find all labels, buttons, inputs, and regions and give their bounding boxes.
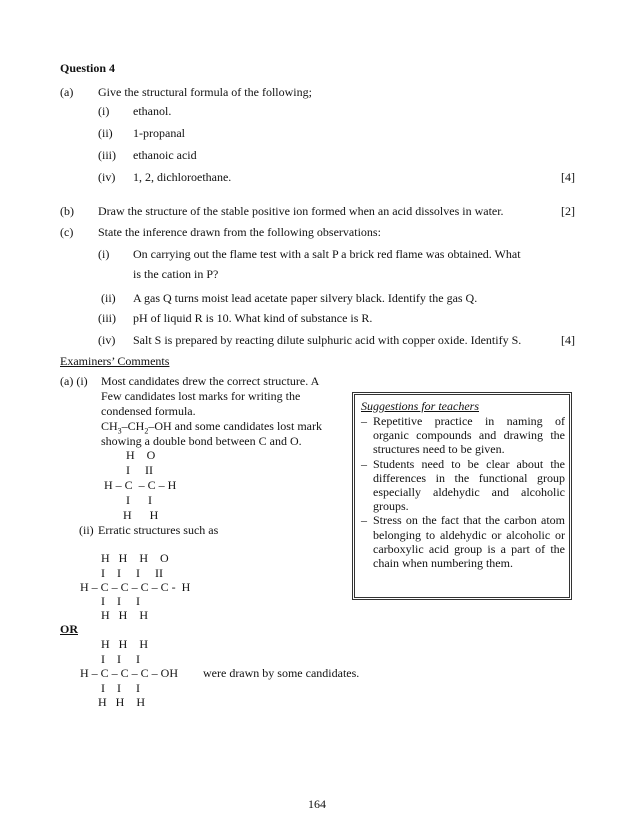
suggestion-text: Stress on the fact that the carbon atom belonging to aldehydic or alcoholic or carboxylic acid group is a part of the chain when numbering them. — [373, 513, 565, 571]
structure-line: H O — [126, 448, 156, 462]
part-b-text: Draw the structure of the stable positive ion formed when an acid dissolves in water. — [98, 204, 504, 218]
examiners-comments-heading: Examiners’ Comments — [60, 354, 170, 368]
comment-text-line: showing a double bond between C and O. — [101, 434, 302, 448]
structure-line: I I I — [101, 594, 140, 608]
question-title: Question 4 — [60, 61, 116, 75]
structure-line: H H H — [98, 695, 145, 709]
suggestion-text: Students need to be clear about the differences in the functional group especially aldehydic and alcoholic groups. — [373, 456, 565, 514]
part-c-item-num: (ii) — [101, 291, 116, 305]
structure-line: I I I II — [101, 566, 163, 580]
part-c-text: State the inference drawn from the following observations: — [98, 225, 381, 239]
structure-line: H – C – C – H — [104, 478, 177, 492]
suggestion-item: – Stress on the fact that the carbon atom belonging to aldehydic or alcoholic or carboxylic acid group is a part of the chain when numbering them. — [361, 513, 565, 571]
structure-line: H – C – C – C – OH — [80, 666, 179, 680]
part-b-marks: [2] — [561, 204, 575, 218]
part-a-item-num: (iv) — [98, 170, 116, 184]
part-c-item-text: On carrying out the flame test with a salt P a brick red flame was obtained. What — [133, 247, 521, 261]
part-c-item-num: (iii) — [98, 311, 116, 325]
structure-line: I I I — [101, 681, 140, 695]
part-c-label: (c) — [60, 225, 74, 239]
part-a-label: (a) — [60, 85, 74, 99]
or-label: OR — [60, 622, 78, 636]
suggestion-item: – Students need to be clear about the differences in the functional group especially aldehydic and alcoholic groups. — [361, 456, 565, 514]
structure-line: I I — [126, 493, 152, 507]
comment-a-ii-text: Erratic structures such as — [98, 523, 219, 537]
comment-text-line: condensed formula. — [101, 404, 196, 418]
comment-text-line: Most candidates drew the correct structure. A — [101, 374, 320, 388]
part-a-item-text: ethanol. — [133, 104, 172, 118]
suggestions-box — [352, 392, 572, 600]
comment-text-line: Few candidates lost marks for writing the — [101, 389, 301, 403]
structure-line: I II — [126, 463, 153, 477]
structure-line: H H H — [101, 608, 148, 622]
part-c-item-text: pH of liquid R is 10. What kind of substance is R. — [133, 311, 373, 325]
part-a-item-num: (ii) — [98, 126, 113, 140]
part-a-item-text: ethanoic acid — [133, 148, 197, 162]
part-c-marks: [4] — [561, 333, 575, 347]
page-number: 164 — [308, 797, 326, 811]
suggestion-text: Repetitive practice in naming of organic compounds and drawing the structures need to be given. — [373, 414, 565, 457]
part-c-item-text: is the cation in P? — [133, 267, 219, 281]
part-a-item-text: 1-propanal — [133, 126, 185, 140]
part-c-item-text: Salt S is prepared by reacting dilute sulphuric acid with copper oxide. Identify S. — [133, 333, 522, 347]
structure-line: H – C – C – C – C - H — [80, 580, 191, 594]
structure-line: H H H O — [101, 551, 169, 565]
part-c-item-text: A gas Q turns moist lead acetate paper silvery black. Identify the gas Q. — [133, 291, 478, 305]
structure-line: H H — [123, 508, 159, 522]
comment-formula: $CH_3-CH_2-OH$ and some candidates lost mark — [101, 419, 322, 436]
part-c-item-num: (i) — [98, 247, 110, 261]
structure-line: H H H — [101, 637, 148, 651]
structure-note: were drawn by some candidates. — [203, 666, 360, 680]
structure-line: I I I — [101, 652, 140, 666]
part-a-item-num: (i) — [98, 104, 110, 118]
part-a-item-text: 1, 2, dichloroethane. — [133, 170, 232, 184]
comment-a-ii-label: (ii) — [79, 523, 94, 537]
part-a-marks: [4] — [561, 170, 575, 184]
part-a-item-num: (iii) — [98, 148, 116, 162]
part-a-text: Give the structural formula of the following; — [98, 85, 312, 99]
suggestion-item: – Repetitive practice in naming of organic compounds and drawing the structures need to be given. — [361, 414, 565, 457]
comment-a-i-label: (a) (i) — [60, 374, 88, 388]
part-b-label: (b) — [60, 204, 74, 218]
part-c-item-num: (iv) — [98, 333, 116, 347]
suggestions-title: Suggestions for teachers — [361, 399, 479, 413]
